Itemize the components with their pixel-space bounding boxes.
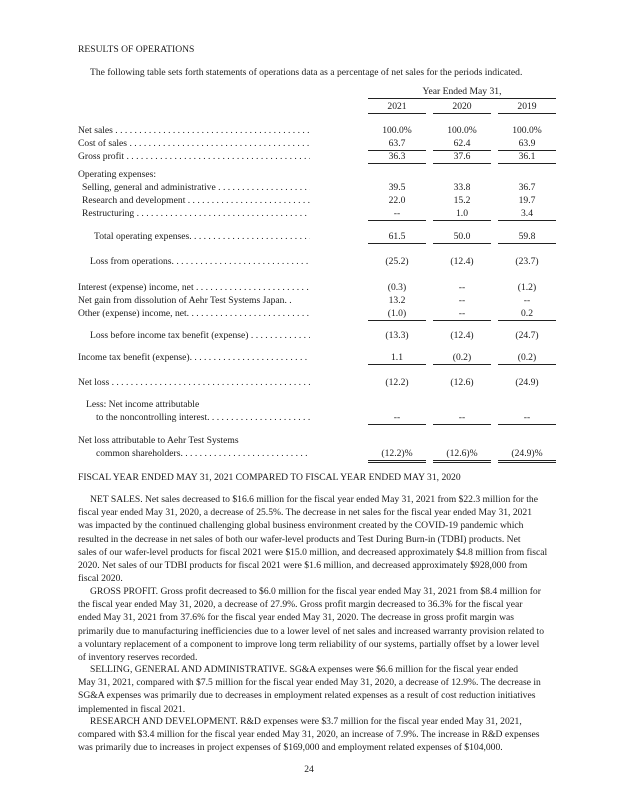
table-row	[78, 448, 558, 460]
cell-2019: 59.8	[498, 231, 556, 244]
cell-2020: 33.8	[453, 182, 471, 193]
row-label: Loss from operations. . . .	[78, 256, 310, 268]
table-row	[78, 231, 558, 243]
cell-2021: (12.2)%	[368, 448, 426, 463]
cell-2020: --	[433, 308, 491, 321]
paragraph-line: resulted in the decrease in net sales of both our wafer-level products and Test During Burn-in (TDBI) products. Net	[78, 533, 521, 545]
paragraph-line: was primarily due to increases in project expenses of $169,000 and employment related expenses of $104,000.	[78, 742, 503, 754]
table-row	[78, 282, 558, 294]
row-label: Selling, general and administrative . . .	[78, 182, 310, 194]
cell-2019: (23.7)	[515, 256, 539, 267]
table-row	[78, 377, 558, 389]
cell-2020: --	[458, 282, 466, 293]
paragraph-line: sales of our wafer-level products for fiscal 2021 were $15.0 million, and decreased approximately $4.8 million from fiscal	[78, 546, 548, 558]
table-row	[78, 169, 558, 181]
paragraph-line: NET SALES. Net sales decreased to $16.6 million for the fiscal year ended May 31, 2021 from $22.3 million for the	[90, 494, 538, 505]
paragraph-line: was impacted by the continued challenging global business environment created by the COVID-19 pandemic which	[78, 520, 524, 532]
cell-2019: --	[498, 412, 556, 425]
cell-2020: 15.2	[453, 195, 471, 206]
cell-2021: --	[368, 412, 426, 425]
cell-2020: (12.4)	[450, 330, 474, 341]
paragraph-line: compared with $3.4 million for the fiscal year ended May 31, 2020, an increase of 7.9%. The increase in R&D expenses	[78, 729, 540, 741]
comparison-heading: FISCAL YEAR ENDED MAY 31, 2021 COMPARED TO FISCAL YEAR ENDED MAY 31, 2020	[78, 472, 461, 483]
cell-2020: --	[433, 412, 491, 425]
cell-2021: (12.2)	[385, 377, 409, 388]
cell-2019: (1.2)	[517, 282, 537, 293]
row-label: Interest (expense) income, net . . .	[78, 282, 310, 294]
table-row	[78, 412, 558, 424]
cell-2021: 36.3	[368, 151, 426, 164]
paragraph-line: fiscal year ended May 31, 2020, a decrease of 25.5%. The decrease in net sales for the fiscal year ended May 31, 2021	[78, 507, 533, 519]
intro-text: The following table sets forth statements of operations data as a percentage of net sales for the periods indicated.	[90, 67, 523, 78]
paragraph-line: primarily due to manufacturing inefficiencies due to a lower level of net sales and increased warranty provision related to	[78, 625, 545, 637]
cell-2019: 100.0%	[512, 125, 542, 136]
cell-2021: 39.5	[388, 182, 406, 193]
cell-2020: (12.6)	[450, 377, 474, 388]
table-row	[78, 308, 558, 320]
cell-2019: 36.7	[518, 182, 536, 193]
row-label: Other (expense) income, net. . . .	[78, 308, 310, 320]
paragraph-line: RESEARCH AND DEVELOPMENT. R&D expenses were $3.7 million for the fiscal year ended May 31, 2021,	[90, 716, 522, 727]
table-row	[78, 138, 558, 150]
cell-2020: 50.0	[433, 231, 491, 244]
cell-2021: --	[368, 208, 426, 221]
paragraph-line: SG&A expenses was primarily due to decreases in employment related expenses as a result of cost reduction initiatives	[78, 690, 536, 702]
cell-2021: 13.2	[388, 295, 406, 306]
table-row	[78, 352, 558, 364]
cell-2021: 63.7	[368, 138, 426, 151]
table-row	[78, 256, 558, 268]
row-label: Research and development . . .	[78, 195, 310, 207]
section-title: RESULTS OF OPERATIONS	[78, 44, 195, 55]
cell-2020: 100.0%	[447, 125, 477, 136]
year-2020: 2020	[433, 101, 491, 114]
year-2021: 2021	[368, 101, 426, 114]
cell-2021: 100.0%	[382, 125, 412, 136]
cell-2021: (1.0)	[368, 308, 426, 321]
paragraph-line: of inventory reserves recorded.	[78, 652, 198, 663]
row-label: Income tax benefit (expense). . . .	[78, 352, 310, 364]
cell-2020: --	[458, 295, 466, 306]
paragraph-line: fiscal 2020.	[78, 573, 123, 585]
cell-2021: 22.0	[388, 195, 406, 206]
cell-2019: (0.2)	[498, 352, 556, 365]
table-row	[78, 295, 558, 307]
cell-2021: 61.5	[368, 231, 426, 244]
table-row	[78, 399, 558, 411]
paragraph-line: 2020. Net sales of our TDBI products for fiscal 2021 were $1.6 million, and decreased approximately $928,000 from	[78, 560, 528, 571]
row-label: Restructuring . . .	[78, 208, 310, 220]
row-label: Less: Net income attributable	[86, 399, 200, 410]
cell-2020: (0.2)	[433, 352, 491, 365]
cell-2019: (24.7)	[515, 330, 539, 341]
cell-2021: (13.3)	[385, 330, 409, 341]
cell-2019: 19.7	[518, 195, 536, 206]
row-label: Gross profit . . .	[78, 151, 310, 163]
row-label: Total operating expenses. . . .	[78, 231, 310, 243]
paragraph-line: ended May 31, 2021 from 37.6% for the fiscal year ended May 31, 2020. The decrease in gross profit margin was	[78, 612, 515, 624]
cell-2021: 1.1	[368, 352, 426, 365]
row-label: common shareholders. . . .	[78, 448, 310, 460]
table-row	[78, 125, 558, 137]
cell-2019: --	[523, 295, 531, 306]
row-label: Operating expenses:	[78, 169, 157, 180]
cell-2019: 63.9	[498, 138, 556, 151]
cell-2019: 0.2	[498, 308, 556, 321]
row-label: Net loss . . .	[78, 377, 310, 389]
cell-2021: (25.2)	[385, 256, 409, 267]
paragraph-line: May 31, 2021, compared with $7.5 million for the fiscal year ended May 31, 2020, a decrease of 12.9%. The decrease in	[78, 677, 541, 689]
cell-2020: (12.4)	[450, 256, 474, 267]
cell-2021: (0.3)	[387, 282, 407, 293]
table-row	[78, 208, 558, 220]
row-label: Loss before income tax benefit (expense) . . .	[78, 330, 310, 342]
cell-2020: 1.0	[433, 208, 491, 221]
table-row	[78, 151, 558, 163]
year-2019: 2019	[498, 101, 556, 114]
cell-2020: (12.6)%	[433, 448, 491, 463]
page-number: 24	[304, 764, 314, 775]
paragraph-line: GROSS PROFIT. Gross profit decreased to $6.0 million for the fiscal year ended May 31, 2021 from $8.4 million for	[90, 586, 541, 597]
year-header-row	[78, 101, 558, 113]
paragraph-line: the fiscal year ended May 31, 2020, a decrease of 27.9%. Gross profit margin decreased to 36.3% for the fiscal year	[78, 599, 523, 611]
row-label: to the noncontrolling interest. . . .	[78, 412, 310, 424]
row-label: Net gain from dissolution of Aehr Test Systems Japan. .	[78, 295, 292, 306]
cell-2019: 36.1	[498, 151, 556, 164]
cell-2019: (24.9)	[515, 377, 539, 388]
cell-2019: 3.4	[498, 208, 556, 221]
row-label: Net loss attributable to Aehr Test Systems	[78, 435, 239, 446]
table-row	[78, 195, 558, 207]
row-label: Net sales . . .	[78, 125, 310, 137]
table-row	[78, 435, 558, 447]
cell-2019: (24.9)%	[498, 448, 556, 463]
paragraph-line: a voluntary replacement of a component to improve long term reliability of our systems, partially offset by a lower level	[78, 638, 540, 650]
table-row	[78, 330, 558, 342]
paragraph-line: implemented in fiscal 2021.	[78, 703, 186, 715]
row-label: Cost of sales . . .	[78, 138, 310, 150]
period-header: Year Ended May 31,	[368, 86, 556, 99]
paragraph-line: SELLING, GENERAL AND ADMINISTRATIVE. SG&A expenses were $6.6 million for the fiscal year ended	[90, 664, 519, 675]
cell-2020: 62.4	[433, 138, 491, 151]
cell-2020: 37.6	[433, 151, 491, 164]
table-row	[78, 182, 558, 194]
